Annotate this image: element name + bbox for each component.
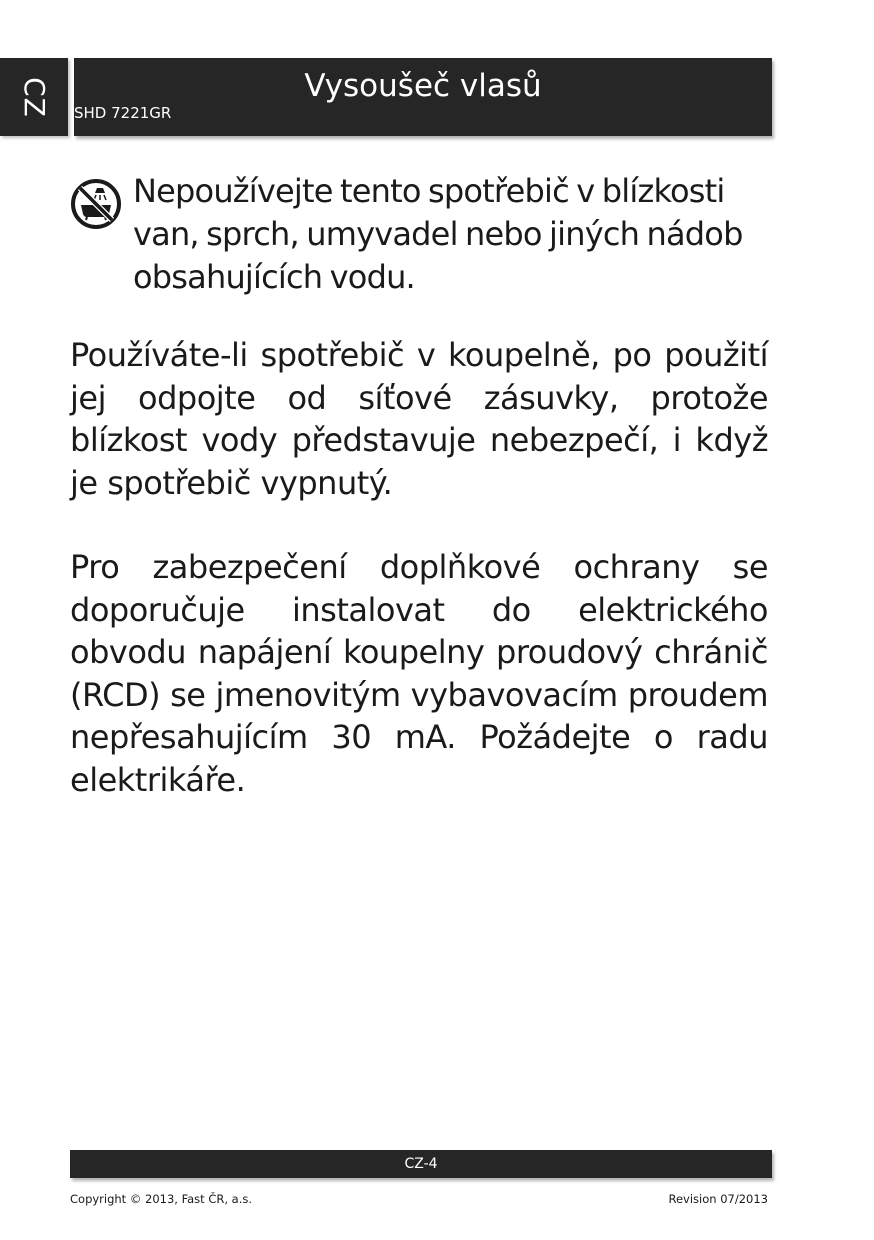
no-water-bath-icon [70, 178, 122, 230]
warning-text: Nepoužívejte tento spotřebič v blízkosti van, sprch, umyvadel nebo jiných nádob obsahujících vodu. [133, 172, 743, 296]
model-number: SHD 7221GR [74, 104, 172, 122]
language-label: CZ [17, 76, 51, 118]
copyright-text: Copyright © 2013, Fast ČR, a.s. [70, 1192, 253, 1206]
footer-bar [70, 1150, 772, 1178]
language-tab [0, 58, 68, 136]
revision-text: Revision 07/2013 [668, 1192, 768, 1206]
bathroom-use-paragraph: Používáte-li spotřebič v koupelně, po použití jej odpojte od síťové zásuvky, protože blízkost vody představuje nebezpečí, i když je spotřebič vypnutý. [70, 336, 768, 502]
header-bar [74, 58, 772, 136]
rcd-protection-paragraph: Pro zabezpečení doplňkové ochrany se doporučuje instalovat do elektrického obvodu napájení koupelny proudový chránič (RCD) se jmenovitým vybavovacím proudem nepřesahujícím 30 mA. Požádejte o radu elektrikáře. [70, 548, 768, 799]
page-number: CZ-4 [404, 1156, 438, 1172]
page-title: Vysoušeč vlasů [304, 68, 542, 104]
